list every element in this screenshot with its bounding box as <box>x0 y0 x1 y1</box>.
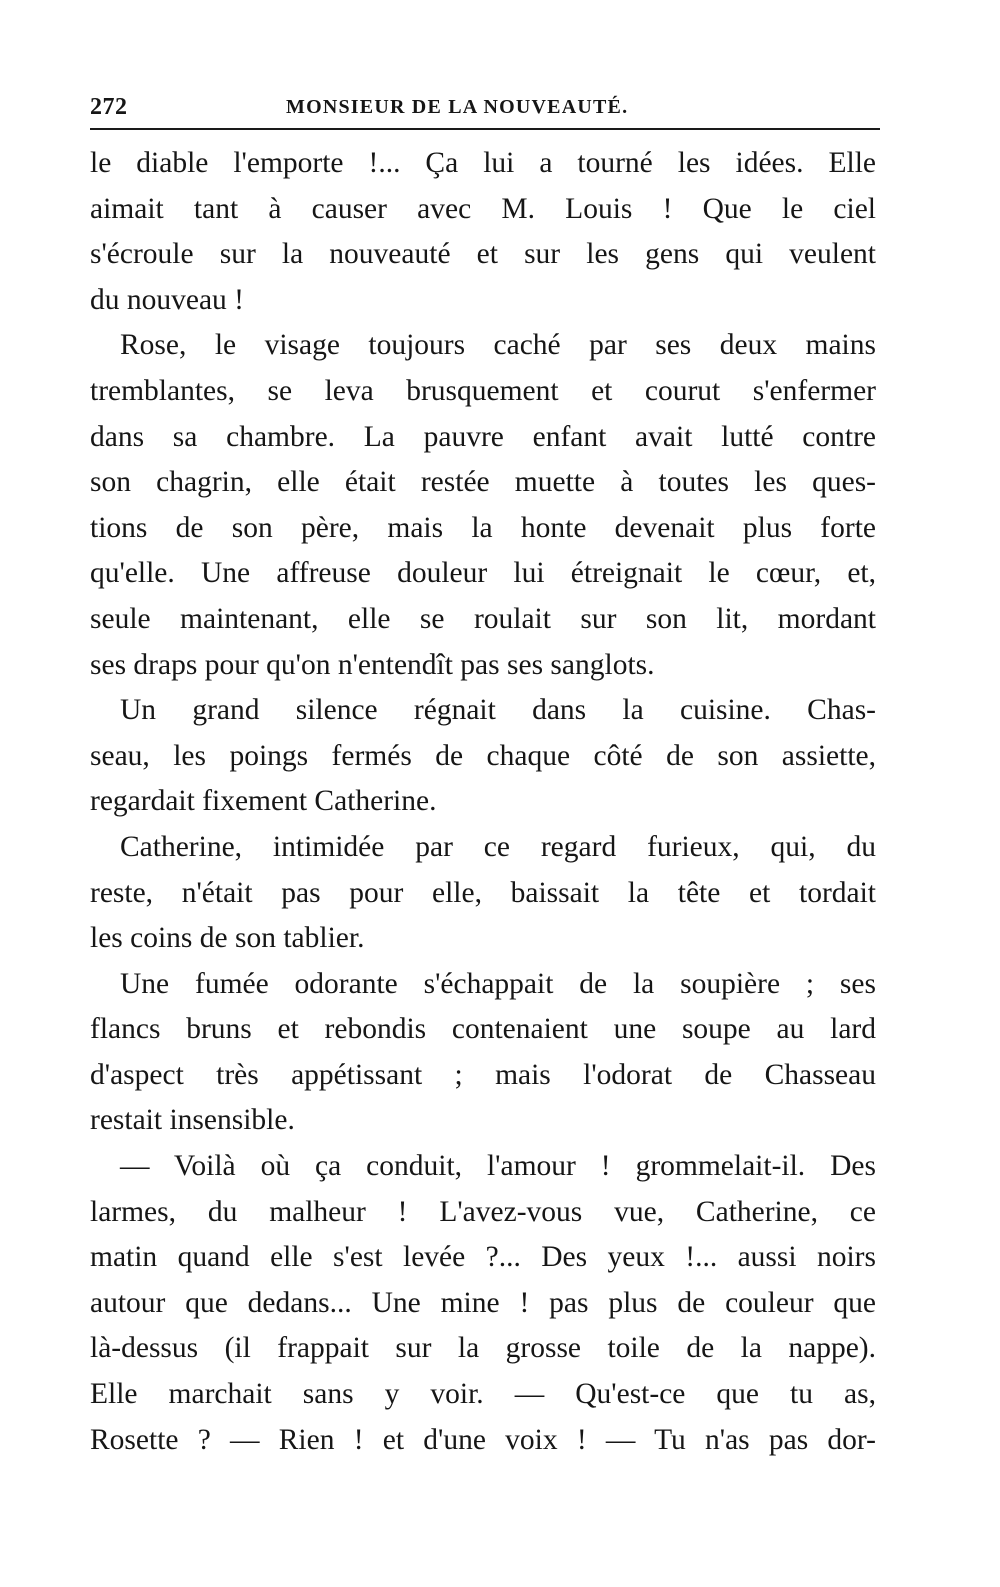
running-title: MONSIEUR DE LA NOUVEAUTÉ. <box>286 96 629 118</box>
running-head <box>90 88 880 130</box>
page-number: 272 <box>90 94 128 120</box>
text-line: d'aspect très appétissant ; mais l'odorat de Chasseau <box>90 1058 876 1091</box>
text-line: flancs bruns et rebondis contenaient une soupe au lard <box>90 1013 876 1046</box>
text-line: ses draps pour qu'on n'entendît pas ses sanglots. <box>90 648 655 681</box>
text-line: larmes, du malheur ! L'avez-vous vue, Catherine, ce <box>90 1195 876 1228</box>
text-line: qu'elle. Une affreuse douleur lui étreignait le cœur, et, <box>90 557 876 590</box>
book-page <box>90 88 876 1463</box>
text-line: Une fumée odorante s'échappait de la soupière ; ses <box>120 967 876 1000</box>
text-line: autour que dedans... Une mine ! pas plus de couleur que <box>90 1286 876 1319</box>
text-line: Catherine, intimidée par ce regard furieux, qui, du <box>120 830 876 863</box>
text-line: regardait fixement Catherine. <box>90 785 437 818</box>
text-line: Rosette ? — Rien ! et d'une voix ! — Tu n'as pas dor- <box>90 1423 876 1456</box>
text-line: Rose, le visage toujours caché par ses deux mains <box>120 329 876 362</box>
text-line: seule maintenant, elle se roulait sur son lit, mordant <box>90 602 876 635</box>
text-line: les coins de son tablier. <box>90 922 365 955</box>
text-line: Elle marchait sans y voir. — Qu'est-ce que tu as, <box>90 1378 876 1411</box>
text-line: — Voilà où ça conduit, l'amour ! grommelait-il. Des <box>120 1150 876 1183</box>
text-line: son chagrin, elle était restée muette à toutes les ques- <box>90 466 876 499</box>
text-line: là-dessus (il frappait sur la grosse toile de la nappe). <box>90 1332 876 1365</box>
text-line: dans sa chambre. La pauvre enfant avait lutté contre <box>90 420 876 453</box>
text-line: seau, les poings fermés de chaque côté de son assiette, <box>90 739 876 772</box>
text-line: aimait tant à causer avec M. Louis ! Que le ciel <box>90 192 876 225</box>
text-line: le diable l'emporte !... Ça lui a tourné les idées. Elle <box>90 147 876 179</box>
text-line: tremblantes, se leva brusquement et courut s'enfermer <box>90 374 876 407</box>
text-line: Un grand silence régnait dans la cuisine. Chas- <box>120 694 876 727</box>
text-line: du nouveau ! <box>90 283 245 316</box>
body-text <box>90 141 876 1463</box>
text-line: s'écroule sur la nouveauté et sur les gens qui veulent <box>90 238 876 271</box>
text-line: restait insensible. <box>90 1104 295 1137</box>
text-line: tions de son père, mais la honte devenait plus forte <box>90 511 876 544</box>
text-line: matin quand elle s'est levée ?... Des yeux !... aussi noirs <box>90 1241 876 1274</box>
text-line: reste, n'était pas pour elle, baissait la tête et tordait <box>90 876 876 909</box>
